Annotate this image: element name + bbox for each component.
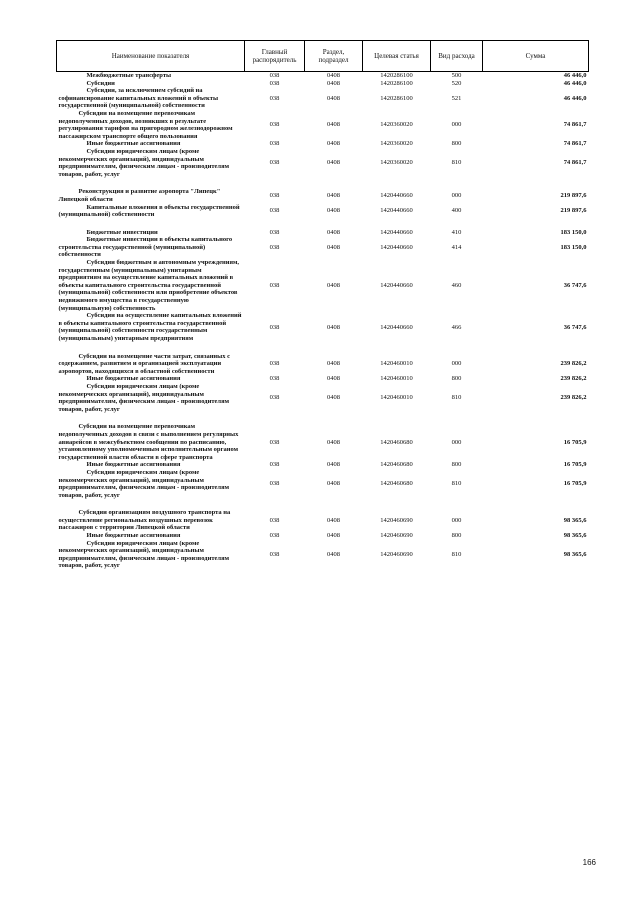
row-name: Иные бюджетные ассигнования [86, 375, 181, 383]
row-admin: 038 [269, 360, 280, 368]
row-name: Межбюджетные трансферты [86, 72, 172, 79]
row-sum: 16 705,9 [563, 480, 587, 488]
row-sum: 46 446,0 [563, 72, 587, 79]
row-sum: 239 826,2 [560, 375, 587, 383]
table-row [57, 423, 589, 461]
row-sum: 46 446,0 [563, 94, 587, 102]
row-sum: 36 747,6 [563, 323, 587, 331]
row-admin: 038 [269, 121, 280, 129]
row-expense: 810 [451, 480, 462, 488]
row-sum: 36 747,6 [563, 281, 587, 289]
row-name: Иные бюджетные ассигнования [86, 140, 181, 148]
row-expense: 460 [451, 281, 462, 289]
row-admin: 038 [269, 532, 280, 540]
spacer-row [57, 343, 589, 353]
page-number: 166 [582, 858, 596, 867]
row-admin: 038 [269, 551, 280, 559]
row-name: Субсидии на возмещение части затрат, связанных с содержанием, развитием и организацией эксплуатации аэропортов, находящихся в областной собственности [58, 352, 231, 375]
table-row [57, 383, 589, 413]
row-expense: 000 [451, 516, 462, 524]
row-target: 1420286100 [380, 79, 413, 87]
row-sum: 183 150,0 [560, 228, 587, 236]
row-admin: 038 [269, 159, 280, 167]
row-expense: 466 [451, 323, 462, 331]
row-section: 0408 [327, 192, 340, 200]
table-row [57, 532, 589, 540]
row-name: Иные бюджетные ассигнования [86, 461, 181, 469]
row-section: 0408 [327, 121, 340, 129]
row-target: 1420440660 [380, 228, 413, 236]
row-expense: 400 [451, 207, 462, 215]
row-name: Бюджетные инвестиции [86, 228, 158, 236]
header-section: Раздел, подраздел [305, 41, 363, 72]
row-section: 0408 [327, 72, 340, 79]
table-row [57, 110, 589, 140]
header-admin: Главный распорядитель [245, 41, 305, 72]
table-row [57, 236, 589, 259]
row-admin: 038 [269, 516, 280, 524]
row-expense: 410 [451, 228, 462, 236]
row-section: 0408 [327, 207, 340, 215]
row-name: Субсидии на возмещение перевозчикам недополученных доходов, возникших в результате регулирования тарифов на пригородном железнодорожном пассажирском транспорте общего пользования [58, 109, 233, 140]
row-expense: 800 [451, 532, 462, 540]
row-target: 1420460680 [380, 480, 413, 488]
row-sum: 46 446,0 [563, 79, 587, 87]
spacer-row [57, 499, 589, 509]
row-section: 0408 [327, 461, 340, 469]
row-sum: 239 826,2 [560, 360, 587, 368]
row-expense: 414 [451, 243, 462, 251]
table-row [57, 72, 589, 80]
row-name: Капитальные вложения в объекты государственной (муниципальной) собственности [58, 203, 240, 219]
row-admin: 038 [269, 79, 280, 87]
row-section: 0408 [327, 94, 340, 102]
row-admin: 038 [269, 94, 280, 102]
row-target: 1420286100 [380, 72, 413, 79]
spacer-cell [57, 219, 589, 229]
row-name: Реконструкция и развитие аэропорта "Липецк" Липецкой области [58, 188, 221, 203]
row-target: 1420460690 [380, 532, 413, 540]
row-section: 0408 [327, 243, 340, 251]
spacer-cell [57, 413, 589, 423]
row-sum: 74 861,7 [563, 140, 587, 148]
row-section: 0408 [327, 79, 340, 87]
header-expense: Вид расхода [431, 41, 483, 72]
table-row [57, 80, 589, 88]
row-admin: 038 [269, 323, 280, 331]
table-row [57, 229, 589, 237]
row-target: 1420440660 [380, 243, 413, 251]
row-expense: 000 [451, 121, 462, 129]
table-row [57, 375, 589, 383]
row-section: 0408 [327, 360, 340, 368]
table-row [57, 148, 589, 178]
row-admin: 038 [269, 438, 280, 446]
row-target: 1420360020 [380, 121, 413, 129]
row-expense: 810 [451, 551, 462, 559]
row-sum: 183 150,0 [560, 243, 587, 251]
row-expense: 810 [451, 394, 462, 402]
table-row [57, 140, 589, 148]
row-target: 1420460690 [380, 551, 413, 559]
row-sum: 16 705,9 [563, 461, 587, 469]
row-admin: 038 [269, 192, 280, 200]
row-expense: 520 [451, 79, 462, 87]
row-sum: 16 705,9 [563, 438, 587, 446]
row-admin: 038 [269, 281, 280, 289]
table-row [57, 312, 589, 342]
row-sum: 239 826,2 [560, 394, 587, 402]
row-name: Субсидии организациям воздушного транспорта на осуществление региональных воздушных перевозок пассажиров с территории Липецкой области [58, 509, 231, 532]
table-row [57, 469, 589, 499]
row-section: 0408 [327, 159, 340, 167]
row-expense: 000 [451, 360, 462, 368]
row-name: Субсидии на возмещение перевозчикам недополученных доходов в связи с выполнением регулярных авиарейсов в межсубъектном сообщении по расписанию, установленному уполномоченным исполнительным органом государственной власти области в сфере транспорта [58, 423, 239, 461]
table-header [57, 41, 589, 72]
row-sum: 98 365,6 [563, 551, 587, 559]
row-name: Субсидии юридическим лицам (кроме некоммерческих организаций), индивидуальным предпринимателям, физическим лицам - производителям товаров, работ, услуг [58, 147, 230, 178]
row-target: 1420460010 [380, 375, 413, 383]
header-name: Наименование показателя [57, 41, 245, 72]
row-target: 1420360020 [380, 159, 413, 167]
row-section: 0408 [327, 532, 340, 540]
row-target: 1420440660 [380, 207, 413, 215]
row-expense: 500 [451, 72, 462, 79]
table-row [57, 87, 589, 110]
row-target: 1420460010 [380, 394, 413, 402]
budget-table [56, 40, 589, 570]
row-sum: 219 897,6 [560, 192, 587, 200]
row-target: 1420440660 [380, 323, 413, 331]
row-name: Субсидии юридическим лицам (кроме некоммерческих организаций), индивидуальным предпринимателям, физическим лицам - производителям товаров, работ, услуг [58, 382, 230, 413]
row-name: Субсидии [86, 79, 115, 87]
row-expense: 800 [451, 140, 462, 148]
row-name: Субсидии бюджетным и автономным учреждениям, государственным (муниципальным) унитарным предприятиям на осуществление капитальных вложений в объекты капитального строительства государственной (муниципальной) собственности или приобретение объектов недвижимого имущества в государственную (муниципальную) собственность [58, 259, 240, 312]
row-admin: 038 [269, 480, 280, 488]
row-name: Субсидии юридическим лицам (кроме некоммерческих организаций), индивидуальным предпринимателям, физическим лицам - производителям товаров, работ, услуг [58, 539, 230, 570]
header-target: Целевая статья [363, 41, 431, 72]
row-admin: 038 [269, 243, 280, 251]
budget-sheet [56, 40, 588, 570]
row-name: Бюджетные инвестиции в объекты капитального строительства государственной (муниципальной) собственности [58, 236, 233, 259]
row-section: 0408 [327, 394, 340, 402]
row-sum: 74 861,7 [563, 121, 587, 129]
header-sum: Сумма [483, 41, 589, 72]
row-name: Субсидии юридическим лицам (кроме некоммерческих организаций), индивидуальным предпринимателям, физическим лицам - производителям товаров, работ, услуг [58, 468, 230, 499]
row-section: 0408 [327, 375, 340, 383]
spacer-row [57, 178, 589, 188]
row-admin: 038 [269, 207, 280, 215]
row-admin: 038 [269, 375, 280, 383]
row-name: Субсидии, за исключением субсидий на софинансирование капитальных вложений в объекты государственной (муниципальной) собственности [58, 87, 219, 110]
spacer-row [57, 219, 589, 229]
row-expense: 000 [451, 192, 462, 200]
row-expense: 800 [451, 461, 462, 469]
row-section: 0408 [327, 551, 340, 559]
row-expense: 521 [451, 94, 462, 102]
table-row [57, 259, 589, 312]
table-row [57, 353, 589, 376]
row-admin: 038 [269, 72, 280, 79]
spacer-cell [57, 178, 589, 188]
row-target: 1420440660 [380, 192, 413, 200]
row-section: 0408 [327, 281, 340, 289]
row-name: Субсидии на осуществление капитальных вложений в объекты капитального строительства государственной (муниципальной) собственности государственным (муниципальным) унитарным предприятиям [58, 312, 242, 342]
row-sum: 98 365,6 [563, 516, 587, 524]
row-sum: 74 861,7 [563, 159, 587, 167]
table-row [57, 461, 589, 469]
row-target: 1420460010 [380, 360, 413, 368]
row-section: 0408 [327, 140, 340, 148]
row-admin: 038 [269, 140, 280, 148]
row-target: 1420460690 [380, 516, 413, 524]
row-target: 1420460680 [380, 438, 413, 446]
row-expense: 800 [451, 375, 462, 383]
row-target: 1420360020 [380, 140, 413, 148]
spacer-cell [57, 343, 589, 353]
row-expense: 000 [451, 438, 462, 446]
row-section: 0408 [327, 228, 340, 236]
row-target: 1420440660 [380, 281, 413, 289]
row-admin: 038 [269, 394, 280, 402]
table-row [57, 204, 589, 219]
spacer-row [57, 413, 589, 423]
row-section: 0408 [327, 480, 340, 488]
row-section: 0408 [327, 438, 340, 446]
row-section: 0408 [327, 323, 340, 331]
row-section: 0408 [327, 516, 340, 524]
row-target: 1420460680 [380, 461, 413, 469]
table-row [57, 540, 589, 570]
table-body [57, 72, 589, 571]
row-admin: 038 [269, 461, 280, 469]
table-row [57, 188, 589, 203]
row-sum: 219 897,6 [560, 207, 587, 215]
row-sum: 98 365,6 [563, 532, 587, 540]
table-row [57, 509, 589, 532]
row-expense: 810 [451, 159, 462, 167]
row-name: Иные бюджетные ассигнования [86, 532, 181, 540]
row-admin: 038 [269, 228, 280, 236]
row-target: 1420286100 [380, 94, 413, 102]
spacer-cell [57, 499, 589, 509]
